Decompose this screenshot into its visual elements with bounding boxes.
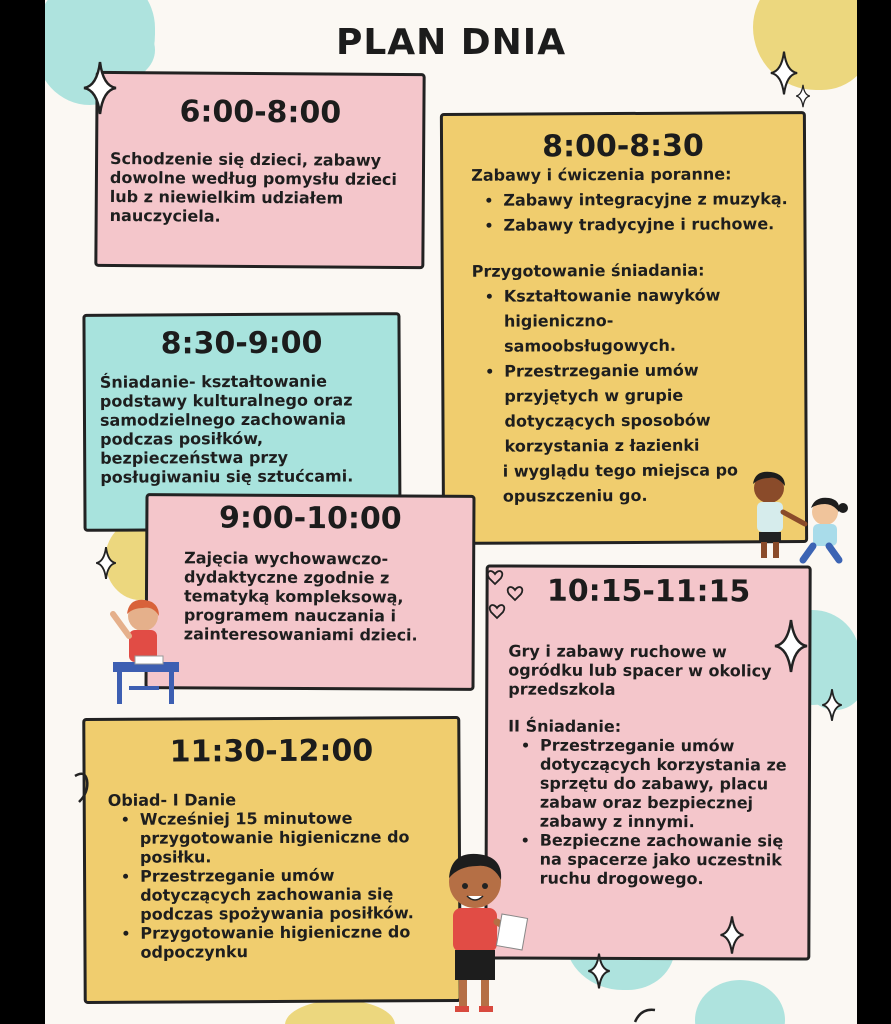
sparkle-icon bbox=[773, 618, 809, 674]
mint-cloud-bottom-right bbox=[695, 980, 785, 1024]
list-item: • Przestrzeganie umów przyjętych w grupie dotyczących sposobów korzystania z łazienki bbox=[504, 357, 747, 458]
block-text: Zajęcia wychowawczo-dydaktyczne zgodnie z tematyką kompleksową, programem nauczania i zainteresowaniami dzieci. bbox=[183, 548, 418, 645]
list-item: • Przestrzeganie umów dotyczących korzystania ze sprzętu do zabawy, placu zabaw oraz bezpiecznej zabawy z innymi. bbox=[540, 736, 804, 832]
block-6-00-8-00 bbox=[94, 71, 425, 269]
list-item: • Zabawy tradycyjne i ruchowe. bbox=[503, 211, 801, 238]
block-text: Schodzenie się dzieci, zabawy dowolne według pomysłu dzieci lub z niewielkim udziałem nauczyciela. bbox=[109, 148, 398, 226]
hearts-icon bbox=[485, 560, 545, 630]
block-text: Gry i zabawy ruchowe w ogródku lub spacer w okolicy przedszkola bbox=[508, 641, 772, 699]
sparkle-icon bbox=[95, 545, 117, 581]
list-item: • Kształtowanie nawyków higieniczno-samoobsługowych. bbox=[504, 282, 746, 358]
page-title: PLAN DNIA bbox=[335, 22, 567, 63]
block-9-00-10-00 bbox=[144, 493, 475, 691]
block-heading: II Śniadanie: bbox=[508, 716, 622, 736]
block-time: 10:15-11:15 bbox=[546, 573, 751, 610]
block-text: Śniadanie- kształtowanie podstawy kulturalnego oraz samodzielnego zachowania podczas posiłków, bezpieczeństwa przy posługiwaniu się sztućcami. bbox=[99, 371, 354, 487]
list-item: • Zabawy integracyjne z muzyką. bbox=[503, 186, 801, 213]
squiggle-icon bbox=[631, 1004, 661, 1024]
sparkle-icon bbox=[82, 60, 118, 116]
list-item: • Wcześniej 15 minutowe przygotowanie higieniczne do posiłku. bbox=[140, 808, 434, 867]
poster bbox=[45, 0, 857, 1024]
sparkle-icon bbox=[795, 84, 811, 108]
sparkle-icon bbox=[719, 915, 745, 955]
child-with-paper-illustration bbox=[435, 848, 535, 1018]
list-item: • Bezpieczne zachowanie się na spacerze jako uczestnik ruchu drogowego. bbox=[540, 831, 804, 889]
block-time: 8:30-9:00 bbox=[160, 325, 323, 362]
sparkle-icon bbox=[587, 952, 611, 990]
block-time: 6:00-8:00 bbox=[179, 94, 342, 131]
block-time: 11:30-12:00 bbox=[169, 733, 374, 770]
list-item: • Przestrzeganie umów dotyczących zachowania się podczas spożywania posiłków. bbox=[140, 865, 434, 924]
block-heading: Obiad- I Danie bbox=[107, 790, 237, 810]
block-time: 9:00-10:00 bbox=[218, 500, 402, 537]
two-children-illustration bbox=[743, 468, 855, 568]
sparkle-icon bbox=[821, 688, 843, 722]
yellow-blob-bottom bbox=[285, 1000, 395, 1024]
block-time: 8:00-8:30 bbox=[542, 128, 704, 165]
block-11-30-12-00 bbox=[82, 716, 461, 1004]
child-at-desk-illustration bbox=[105, 596, 183, 708]
squiggle-icon bbox=[71, 768, 101, 808]
block-tail: i wyglądu tego miejsca po opuszczeniu go. bbox=[502, 460, 739, 506]
block-heading: Przygotowanie śniadania: bbox=[471, 260, 705, 281]
block-heading: Zabawy i ćwiczenia poranne: bbox=[471, 164, 732, 185]
list-item: • Przygotowanie higieniczne do odpoczynku bbox=[140, 922, 434, 962]
